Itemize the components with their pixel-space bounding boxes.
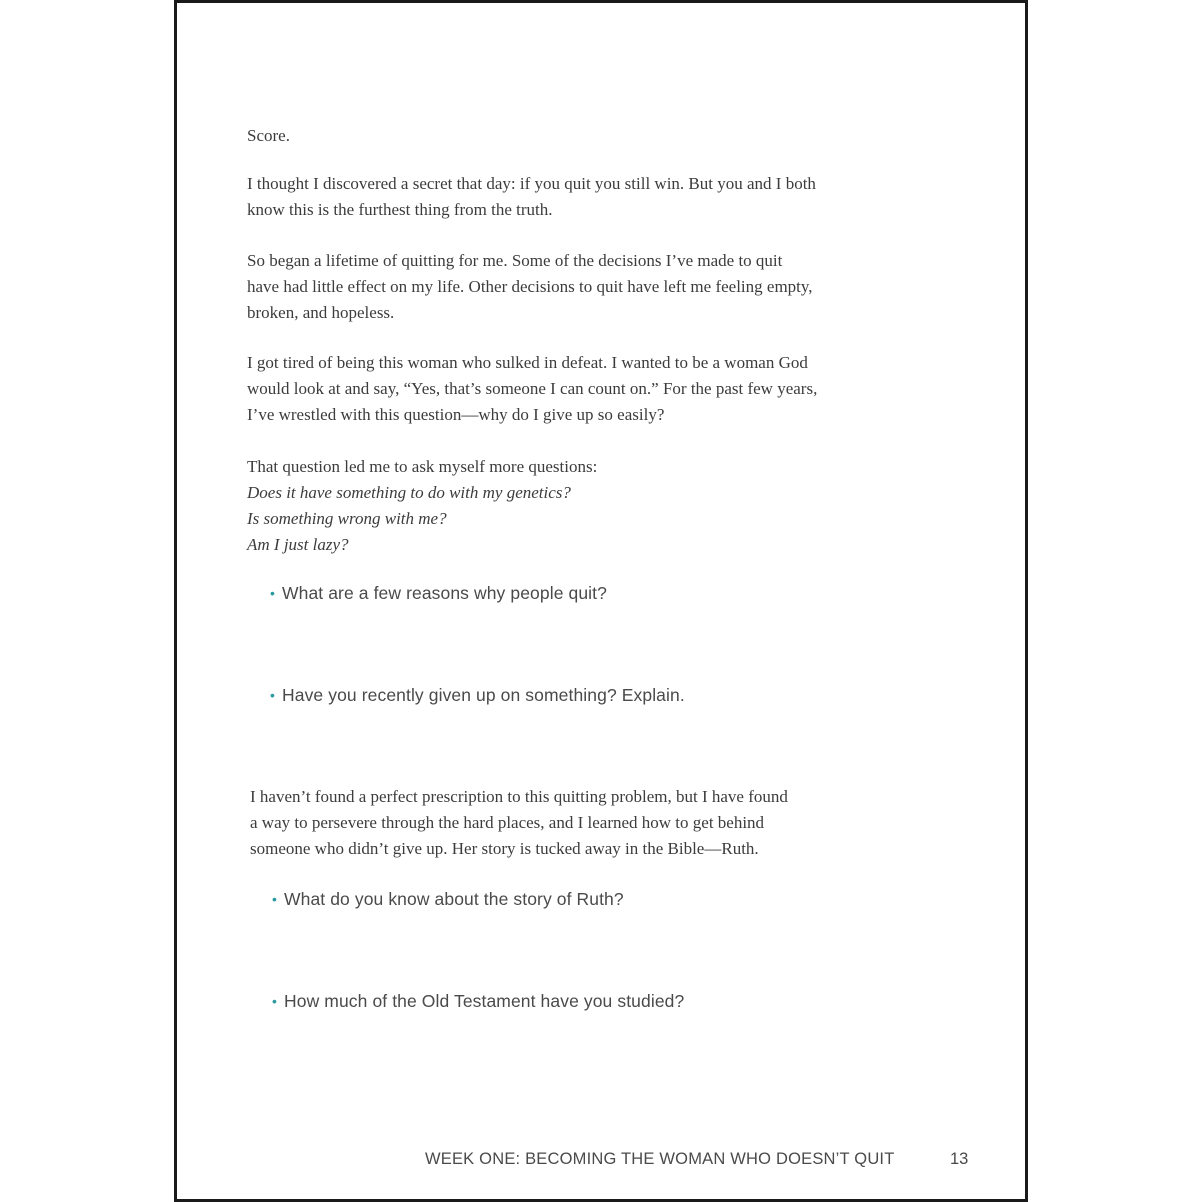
italic-question-line: Does it have something to do with my genetics? <box>247 483 571 502</box>
text-line: know this is the furthest thing from the truth. <box>247 200 553 219</box>
italic-question-line: Am I just lazy? <box>247 535 349 554</box>
question-text: How much of the Old Testament have you studied? <box>284 991 685 1011</box>
discussion-question <box>270 583 607 604</box>
discussion-question <box>272 991 684 1012</box>
text-line: I got tired of being this woman who sulked in defeat. I wanted to be a woman God <box>247 353 808 372</box>
text-line: would look at and say, “Yes, that’s someone I can count on.” For the past few years, <box>247 379 818 398</box>
text-line: I’ve wrestled with this question—why do I give up so easily? <box>247 405 665 424</box>
text-line: someone who didn’t give up. Her story is tucked away in the Bible—Ruth. <box>250 839 759 858</box>
text-line: Score. <box>247 126 290 145</box>
paragraph-secret <box>247 171 816 223</box>
bullet-icon: • <box>270 585 276 601</box>
question-text: What do you know about the story of Ruth? <box>284 889 624 909</box>
italic-question-line: Is something wrong with me? <box>247 509 447 528</box>
bullet-icon: • <box>272 993 278 1009</box>
text-line: broken, and hopeless. <box>247 303 395 322</box>
bullet-icon: • <box>272 891 278 907</box>
paragraph-lifetime-quitting <box>247 248 813 326</box>
page-number: 13 <box>950 1150 969 1168</box>
text-line: have had little effect on my life. Other decisions to quit have left me feeling empty, <box>247 277 813 296</box>
paragraph-ruth <box>250 784 788 862</box>
text-line: That question led me to ask myself more questions: <box>247 457 598 476</box>
paragraph-score <box>247 123 290 149</box>
discussion-question <box>272 889 624 910</box>
question-text: What are a few reasons why people quit? <box>282 583 607 603</box>
question-text: Have you recently given up on something? Explain. <box>282 685 685 705</box>
paragraph-more-questions <box>247 454 597 558</box>
running-footer-title: WEEK ONE: BECOMING THE WOMAN WHO DOESN’T QUIT <box>425 1150 895 1168</box>
text-line: I haven’t found a perfect prescription to this quitting problem, but I have found <box>250 787 788 806</box>
discussion-question <box>270 685 685 706</box>
text-line: a way to persevere through the hard places, and I learned how to get behind <box>250 813 765 832</box>
bullet-icon: • <box>270 687 276 703</box>
paragraph-tired-of-defeat <box>247 350 817 428</box>
text-line: So began a lifetime of quitting for me. Some of the decisions I’ve made to quit <box>247 251 783 270</box>
text-line: I thought I discovered a secret that day: if you quit you still win. But you and I both <box>247 174 816 193</box>
